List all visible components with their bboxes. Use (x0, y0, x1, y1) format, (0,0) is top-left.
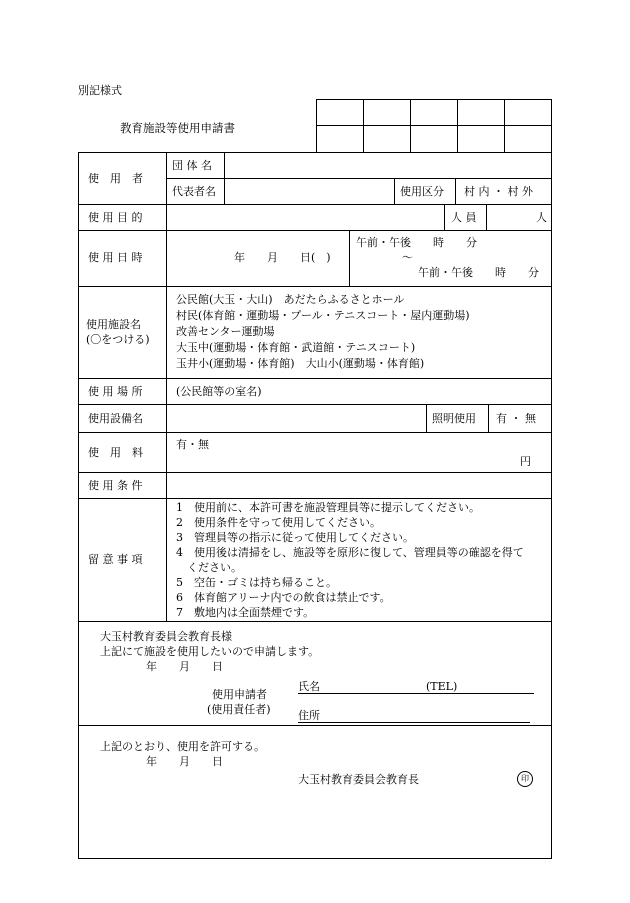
application-statement: 上記にて施設を使用したいので申請します。 (100, 645, 320, 658)
fee-options[interactable]: 有・無 (176, 438, 209, 451)
place-note: (公民館等の室名) (176, 385, 262, 398)
note-item-4-cont: ください。 (176, 561, 242, 574)
permission-date: 年 月 日 (146, 755, 223, 768)
note-item-7: 7 敷地内は全面禁煙です。 (176, 606, 315, 619)
permission-signer: 大玉村教育委員会教育長 (298, 773, 419, 786)
application-date[interactable]: 年 月 日 (146, 660, 223, 673)
applicant-label-line1: 使用申請者 (212, 688, 267, 701)
tel-label: (TEL) (426, 680, 458, 693)
name-tel-field[interactable] (298, 678, 534, 693)
fee-label: 使 用 料 (88, 446, 143, 459)
representative-label: 代表者名 (172, 185, 216, 198)
people-unit: 人 (536, 211, 547, 224)
note-item-4: 4 使用後は清掃をし、施設等を原形に復して、管理員等の確認を得て (176, 546, 524, 559)
form-title: 教育施設等使用申請書 (120, 121, 235, 135)
usage-type-label: 使用区分 (400, 185, 444, 198)
datetime-label: 使 用 日 時 (88, 251, 143, 264)
note-item-2: 2 使用条件を守って使用してください。 (176, 516, 381, 529)
people-label: 人 員 (451, 211, 477, 224)
note-item-3: 3 管理員等の指示に従って使用してください。 (176, 531, 414, 544)
applicant-label: 使 用 者 (88, 172, 143, 185)
facilities-label-line1: 使用施設名 (86, 318, 141, 331)
fee-unit: 円 (520, 455, 531, 468)
facility-line-5[interactable]: 玉井小(運動場・体育館) 大山小(運動場・体育館) (176, 357, 425, 370)
facility-line-4[interactable]: 大玉中(運動場・体育館・武道館・テニスコート) (176, 341, 416, 354)
address-label: 住所 (298, 709, 320, 722)
usage-type-options[interactable]: 村 内 ・ 村 外 (464, 185, 533, 198)
note-item-5: 5 空缶・ゴミは持ち帰ること。 (176, 576, 337, 589)
facility-line-1[interactable]: 公民館(大玉・大山) あだたらふるさとホール (176, 293, 405, 306)
end-time[interactable]: 午前・午後 時 分 (418, 266, 539, 279)
facility-line-3[interactable]: 改善センター運動場 (176, 325, 275, 338)
lighting-label: 照明使用 (432, 412, 476, 425)
notes-label: 留 意 事 項 (88, 553, 143, 566)
note-item-1: 1 使用前に、本許可書を施設管理員等に提示してください。 (176, 501, 480, 514)
equipment-label: 使用設備名 (88, 412, 143, 425)
representative-field[interactable] (225, 179, 394, 204)
equipment-field[interactable] (167, 405, 426, 432)
facility-line-2[interactable]: 村民(体育館・運動場・プール・テニスコート・屋内運動場) (176, 309, 470, 322)
conditions-field[interactable] (167, 473, 551, 498)
group-name-label: 団 体 名 (172, 159, 212, 172)
purpose-label: 使 用 目 的 (88, 211, 143, 224)
applicant-label-line2: (使用責任者) (207, 703, 271, 716)
seal-icon: 印 (517, 771, 533, 787)
application-addressee: 大玉村教育委員会教育長様 (100, 630, 232, 643)
purpose-field[interactable] (167, 205, 444, 230)
address-field[interactable] (298, 707, 530, 722)
lighting-options[interactable]: 有 ・ 無 (496, 412, 536, 425)
form-id: 別記様式 (78, 84, 122, 97)
facilities-label-line2: (〇をつける) (86, 333, 150, 346)
permission-statement: 上記のとおり、使用を許可する。 (100, 740, 265, 753)
name-underline (298, 693, 534, 694)
place-label: 使 用 場 所 (88, 385, 143, 398)
name-label: 氏名 (298, 680, 320, 693)
conditions-label: 使 用 条 件 (88, 479, 143, 492)
date-field[interactable]: 年 月 日( ) (234, 251, 331, 264)
start-time[interactable]: 午前・午後 時 分 (356, 236, 477, 249)
note-item-6: 6 体育館アリーナ内での飲食は禁止です。 (176, 591, 391, 604)
group-name-field[interactable] (225, 153, 551, 178)
address-underline (298, 722, 530, 723)
time-tilde: ～ (402, 251, 413, 264)
